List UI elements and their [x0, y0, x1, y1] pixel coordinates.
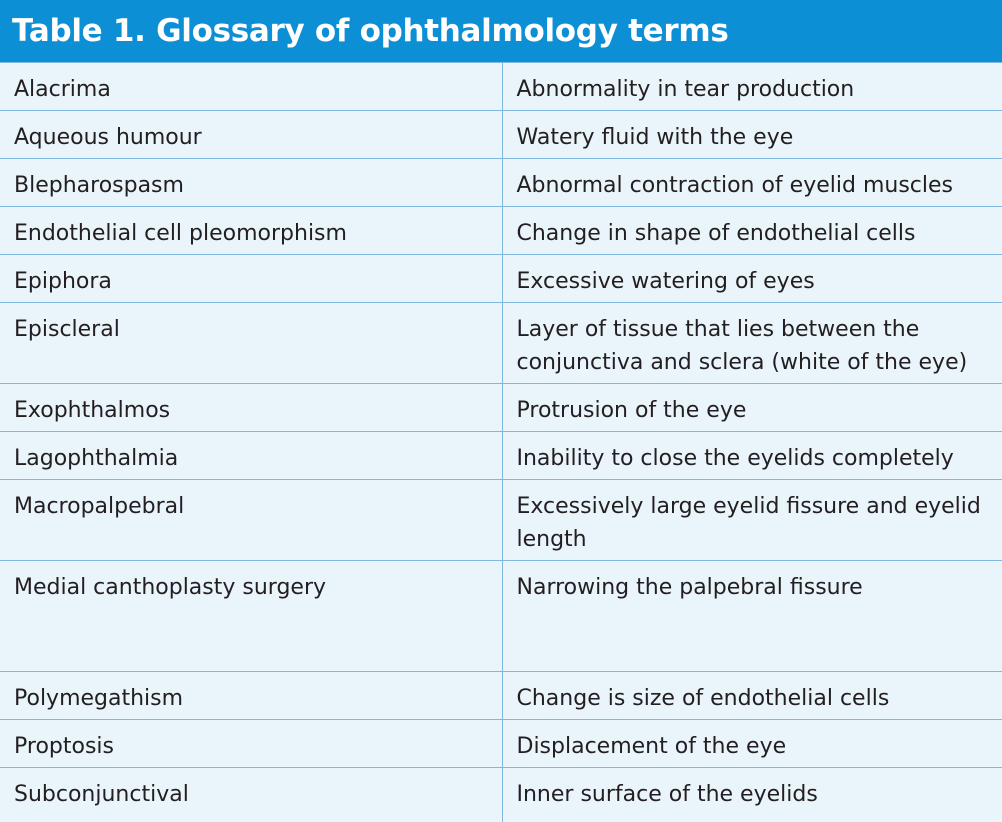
definition-cell: Change in shape of endothelial cells	[502, 207, 1002, 255]
definition-cell: Excessive watering of eyes	[502, 255, 1002, 303]
definition-cell: Layer of tissue that lies between the conjunctiva and sclera (white of the eye)	[502, 303, 1002, 384]
term-cell: Proptosis	[0, 720, 502, 768]
term-cell: Polymegathism	[0, 672, 502, 720]
table-row	[0, 303, 1002, 384]
definition-cell: Abnormality in tear production	[502, 63, 1002, 111]
table-row	[0, 432, 1002, 480]
table-row	[0, 480, 1002, 561]
definition-cell: Watery fluid with the eye	[502, 111, 1002, 159]
term-cell: Blepharospasm	[0, 159, 502, 207]
definition-cell: Protrusion of the eye	[502, 384, 1002, 432]
term-cell: Exophthalmos	[0, 384, 502, 432]
term-cell: Medial canthoplasty surgery	[0, 561, 502, 672]
table-row	[0, 159, 1002, 207]
table-row	[0, 255, 1002, 303]
table-row	[0, 768, 1002, 822]
definition-cell: Abnormal contraction of eyelid muscles	[502, 159, 1002, 207]
table-title-bar	[0, 0, 1002, 62]
term-cell: Epiphora	[0, 255, 502, 303]
definition-cell: Narrowing the palpebral fissure	[502, 561, 1002, 672]
table-row	[0, 207, 1002, 255]
table-title: Table 1. Glossary of ophthalmology terms	[12, 13, 729, 49]
glossary-table	[0, 62, 1002, 822]
term-cell: Episcleral	[0, 303, 502, 384]
term-cell: Lagophthalmia	[0, 432, 502, 480]
term-cell: Subconjunctival	[0, 768, 502, 822]
definition-cell: Inner surface of the eyelids	[502, 768, 1002, 822]
term-cell: Endothelial cell pleomorphism	[0, 207, 502, 255]
table-row	[0, 720, 1002, 768]
definition-cell: Displacement of the eye	[502, 720, 1002, 768]
table-row	[0, 63, 1002, 111]
term-cell: Aqueous humour	[0, 111, 502, 159]
table-row	[0, 672, 1002, 720]
definition-cell: Change is size of endothelial cells	[502, 672, 1002, 720]
table-row	[0, 384, 1002, 432]
table-row	[0, 561, 1002, 672]
table-row	[0, 111, 1002, 159]
definition-cell: Inability to close the eyelids completely	[502, 432, 1002, 480]
term-cell: Macropalpebral	[0, 480, 502, 561]
definition-cell: Excessively large eyelid fissure and eyelid length	[502, 480, 1002, 561]
term-cell: Alacrima	[0, 63, 502, 111]
